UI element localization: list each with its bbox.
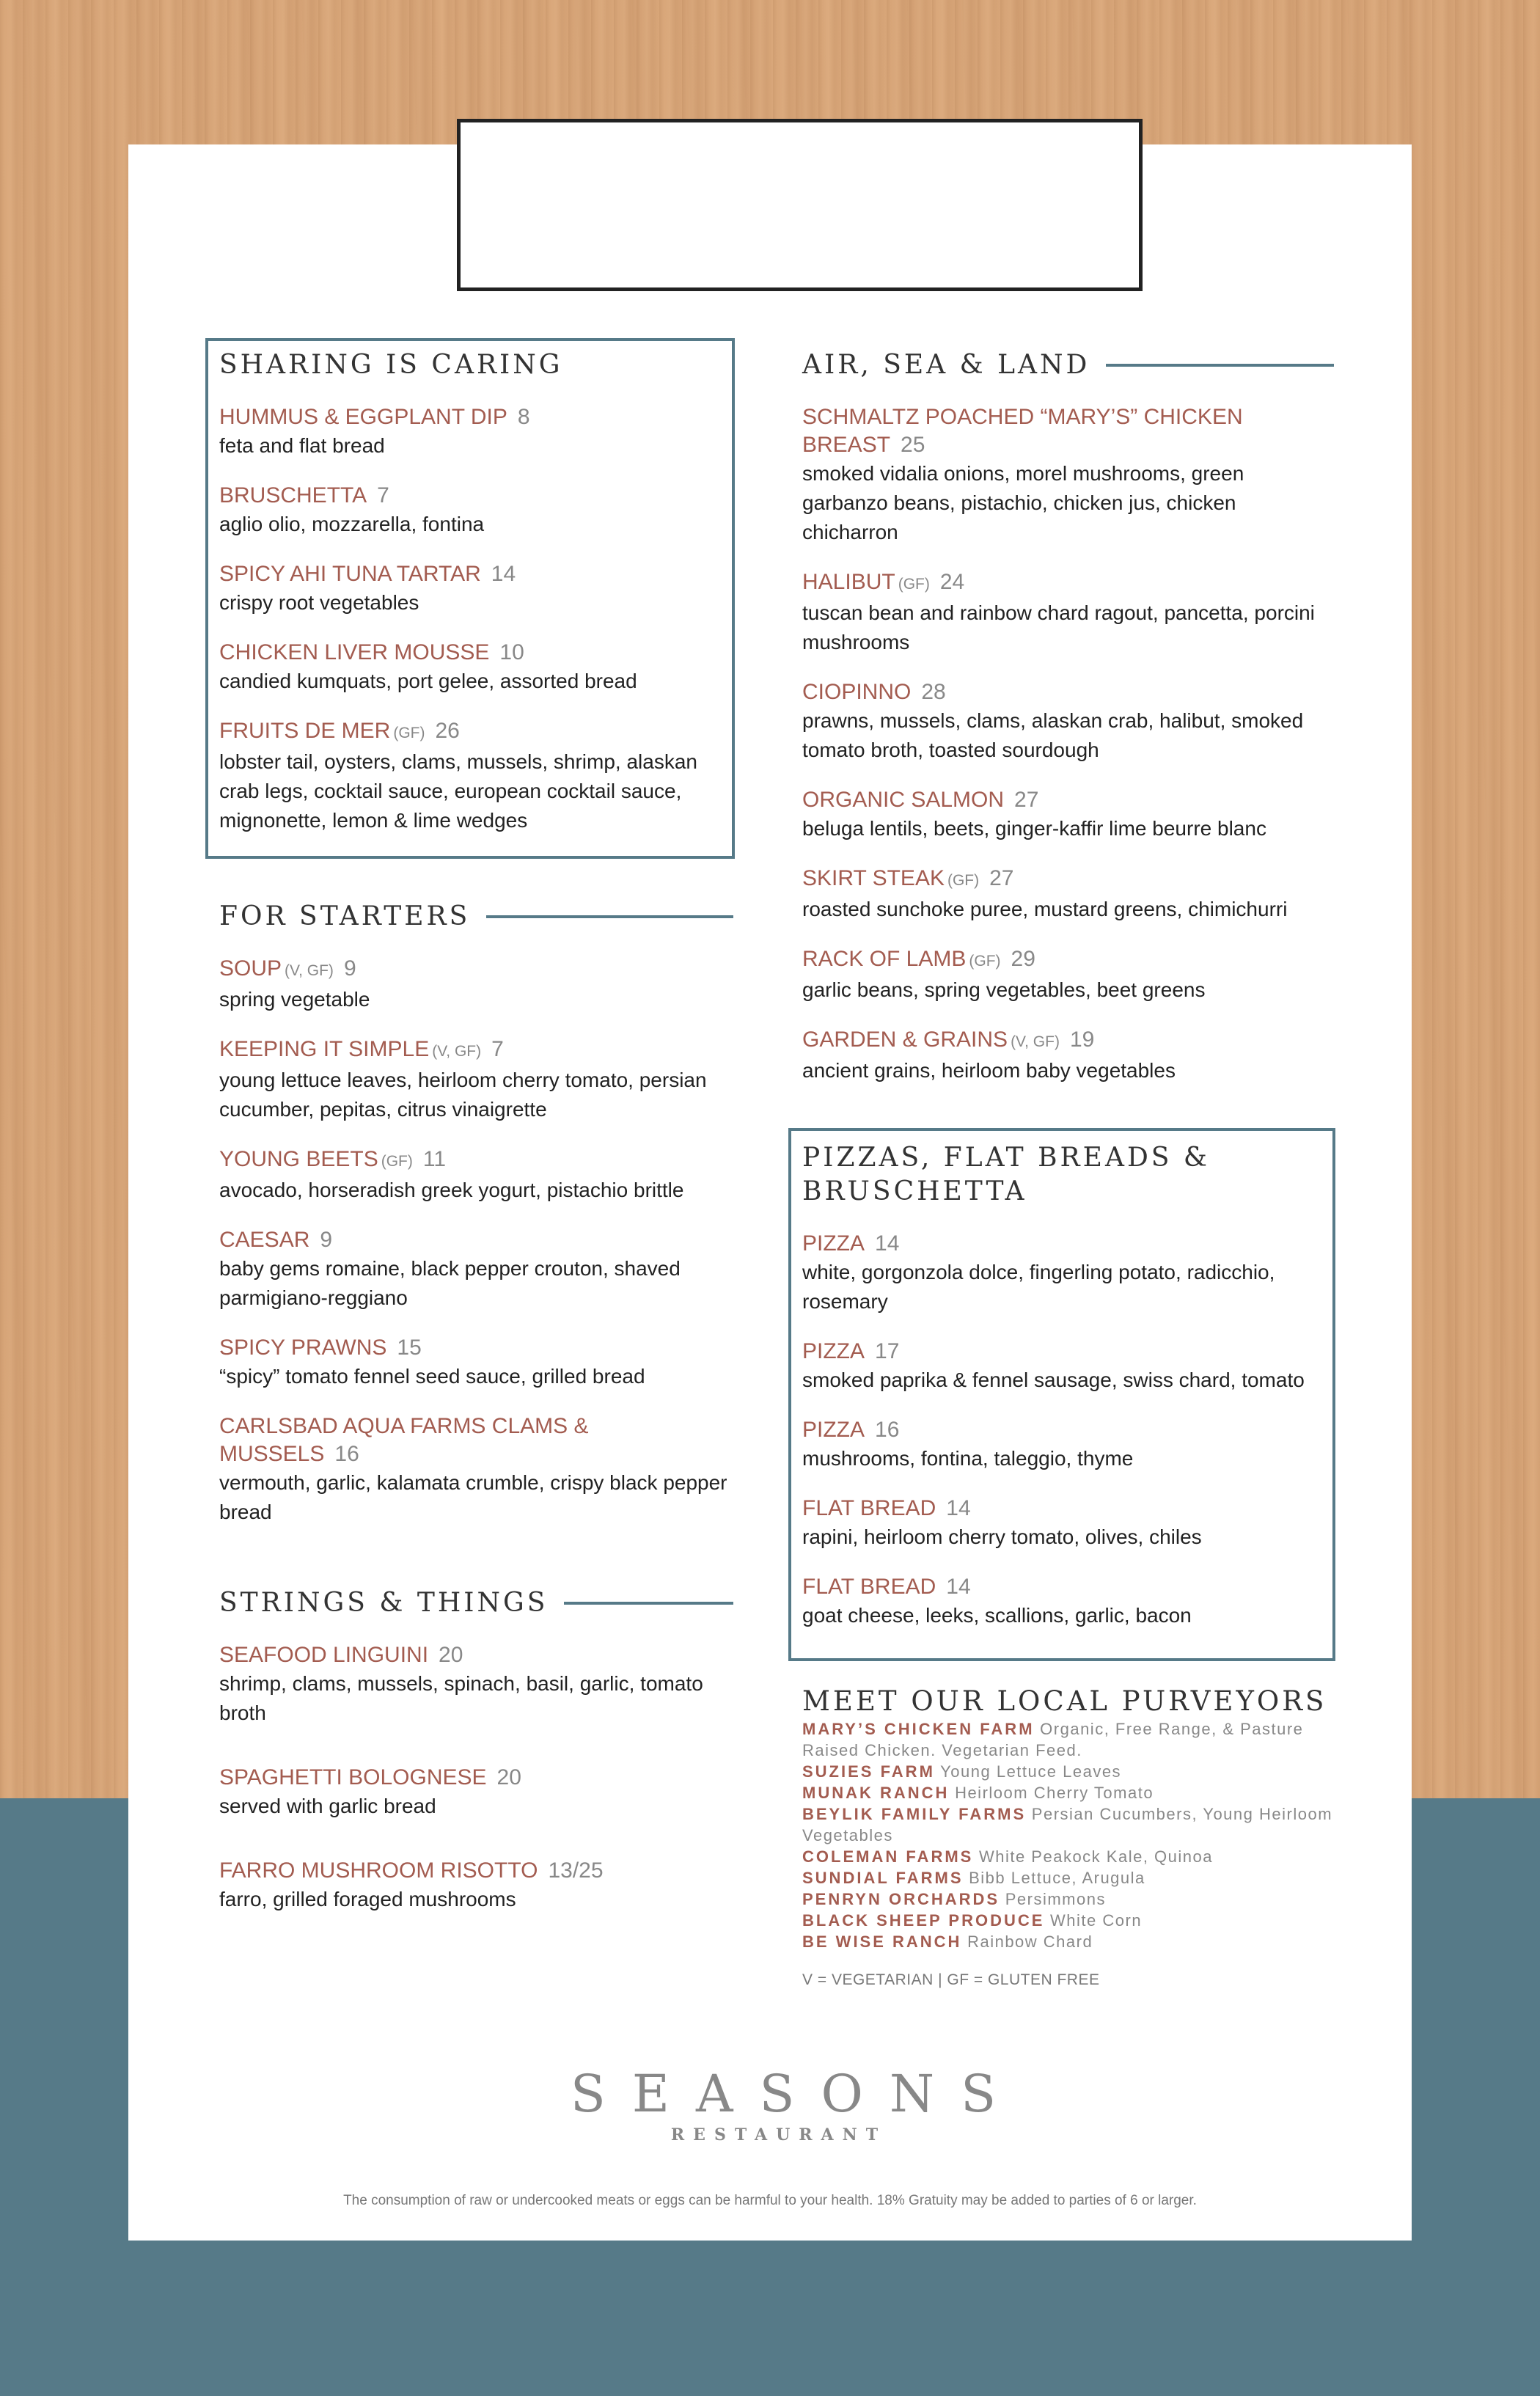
section-title-text: FOR STARTERS xyxy=(219,901,471,931)
menu-item-header xyxy=(219,403,722,431)
menu-item-name: GARDEN & GRAINS xyxy=(802,1027,1008,1052)
menu-item-header xyxy=(219,1036,733,1066)
section-rule xyxy=(486,915,733,918)
purveyor-entry xyxy=(802,1803,1334,1846)
menu-item-description: vermouth, garlic, kalamata crumble, crispy black pepper bread xyxy=(219,1471,727,1523)
menu-item-price: 28 xyxy=(921,680,946,704)
purveyor-name: SUZIES FARM xyxy=(802,1762,935,1781)
disclaimer: The consumption of raw or undercooked meats or eggs can be harmful to your health. 18% Gratuity may be added to parties of 6 or larger. xyxy=(343,2193,1197,2208)
menu-item-description: candied kumquats, port gelee, assorted bread xyxy=(219,670,637,692)
menu-item-header xyxy=(219,1413,733,1468)
menu-item-header xyxy=(219,1334,733,1362)
purveyor-name: MUNAK RANCH xyxy=(802,1784,950,1802)
menu-item xyxy=(802,1416,1324,1473)
menu-item xyxy=(219,1857,733,1914)
menu-item-name: SEAFOOD LINGUINI xyxy=(219,1643,429,1667)
menu-item xyxy=(219,1334,733,1391)
starters-items xyxy=(219,955,733,1527)
menu-item-description: prawns, mussels, clams, alaskan crab, halibut, smoked tomato broth, toasted sourdough xyxy=(802,709,1304,761)
menu-item xyxy=(219,1146,733,1205)
menu-item xyxy=(219,717,722,835)
menu-item-name: SCHMALTZ POACHED “MARY’S” CHICKEN BREAST xyxy=(802,405,1243,457)
menu-item-description: goat cheese, leeks, scallions, garlic, bacon xyxy=(802,1604,1192,1627)
menu-item xyxy=(802,568,1334,657)
purveyor-entry xyxy=(802,1888,1334,1910)
purveyor-products: Young Lettuce Leaves xyxy=(940,1762,1122,1781)
dietary-legend: V = VEGETARIAN | GF = GLUTEN FREE xyxy=(802,1971,1100,1988)
menu-item-price: 27 xyxy=(1014,788,1039,812)
section-title: SHARING IS CARING xyxy=(219,350,563,380)
menu-item-header xyxy=(219,955,733,985)
menu-item-header xyxy=(802,1338,1324,1366)
menu-item-header xyxy=(802,1495,1324,1523)
menu-item-name: PIZZA xyxy=(802,1418,865,1442)
menu-item-header xyxy=(219,717,722,747)
menu-item-name: CIOPINNO xyxy=(802,680,912,704)
menu-item-name: CARLSBAD AQUA FARMS CLAMS & MUSSELS xyxy=(219,1414,589,1466)
menu-item-description: crispy root vegetables xyxy=(219,591,419,614)
menu-item-diet-tag: (V, GF) xyxy=(432,1043,482,1060)
menu-item-header xyxy=(219,482,722,510)
menu-item-description: young lettuce leaves, heirloom cherry tomato, persian cucumber, pepitas, citrus vinaigrette xyxy=(219,1069,707,1121)
menu-item xyxy=(802,1230,1324,1316)
purveyor-name: BE WISE RANCH xyxy=(802,1932,962,1951)
menu-item-description: feta and flat bread xyxy=(219,434,385,457)
menu-item-description: ancient grains, heirloom baby vegetables xyxy=(802,1059,1176,1082)
menu-item-price: 20 xyxy=(496,1765,521,1789)
menu-item xyxy=(802,1495,1324,1552)
menu-item-description: beluga lentils, beets, ginger-kaffir lime beurre blanc xyxy=(802,817,1266,840)
menu-item-header xyxy=(802,1416,1324,1444)
menu-item-description: smoked paprika & fennel sausage, swiss chard, tomato xyxy=(802,1369,1305,1391)
sharing-items xyxy=(219,403,722,835)
menu-item-header xyxy=(802,786,1334,814)
menu-item-diet-tag: (GF) xyxy=(947,872,980,889)
purveyor-list xyxy=(802,1718,1334,1952)
menu-item-name: CAESAR xyxy=(219,1228,310,1252)
menu-item-name: SPICY AHI TUNA TARTAR xyxy=(219,562,481,586)
pizzas-section xyxy=(802,1141,1324,1630)
menu-item-name: RACK OF LAMB xyxy=(802,947,967,971)
menu-item-header xyxy=(219,1226,733,1254)
purveyor-products: Persian Cucumbers, Young Heirloom Vegetables xyxy=(802,1805,1333,1844)
menu-item-header xyxy=(219,1641,733,1669)
purveyor-products: Bibb Lettuce, Arugula xyxy=(969,1869,1145,1887)
menu-item-header xyxy=(802,865,1334,895)
menu-item-diet-tag: (GF) xyxy=(381,1153,413,1170)
menu-item-name: PIZZA xyxy=(802,1231,865,1256)
strings-section xyxy=(219,1586,733,1914)
section-title xyxy=(219,1586,733,1620)
purveyor-entry xyxy=(802,1718,1334,1761)
menu-item-price: 14 xyxy=(875,1231,900,1256)
brand-name: SEASONS xyxy=(570,2064,1023,2124)
menu-item-name: SPAGHETTI BOLOGNESE xyxy=(219,1765,487,1789)
purveyors-section xyxy=(802,1685,1334,1989)
starters-section xyxy=(219,900,733,1527)
menu-item-price: 25 xyxy=(901,433,925,457)
menu-item-name: FARRO MUSHROOM RISOTTO xyxy=(219,1858,538,1883)
menu-item-header xyxy=(802,1026,1334,1056)
menu-item-price: 17 xyxy=(875,1339,900,1363)
pizzas-items xyxy=(802,1230,1324,1630)
menu-item xyxy=(802,403,1334,547)
menu-item-header xyxy=(802,1230,1324,1258)
purveyor-entry xyxy=(802,1910,1334,1931)
menu-item xyxy=(802,678,1334,765)
purveyor-name: BEYLIK FAMILY FARMS xyxy=(802,1805,1027,1823)
menu-item-description: smoked vidalia onions, morel mushrooms, green garbanzo beans, pistachio, chicken jus, chicken chicharron xyxy=(802,462,1244,543)
menu-item-description: baby gems romaine, black pepper crouton, shaved parmigiano-reggiano xyxy=(219,1257,681,1309)
menu-item-header xyxy=(802,678,1334,706)
purveyor-entry xyxy=(802,1782,1334,1803)
menu-item-diet-tag: (V, GF) xyxy=(1011,1033,1060,1050)
menu-item-price: 8 xyxy=(517,405,530,429)
logo-placeholder-box xyxy=(457,119,1143,291)
menu-item xyxy=(802,786,1334,843)
purveyor-entry xyxy=(802,1761,1334,1782)
menu-item-name: PIZZA xyxy=(802,1339,865,1363)
menu-item-price: 14 xyxy=(946,1575,971,1599)
purveyor-name: SUNDIAL FARMS xyxy=(802,1869,964,1887)
purveyor-products: Persimmons xyxy=(1005,1890,1106,1908)
menu-item xyxy=(219,560,722,618)
menu-item-price: 14 xyxy=(946,1496,971,1520)
menu-item-price: 9 xyxy=(320,1228,333,1252)
menu-item-header xyxy=(802,1573,1324,1601)
menu-item-description: tuscan bean and rainbow chard ragout, pancetta, porcini mushrooms xyxy=(802,601,1315,653)
menu-item-price: 14 xyxy=(491,562,516,586)
menu-item xyxy=(219,1413,733,1527)
menu-item-name: HUMMUS & EGGPLANT DIP xyxy=(219,405,507,429)
menu-item-name: FRUITS DE MER xyxy=(219,719,391,743)
menu-item-price: 13/25 xyxy=(548,1858,604,1883)
purveyor-entry xyxy=(802,1931,1334,1952)
menu-item-header xyxy=(802,568,1334,598)
section-title: PIZZAS, FLAT BREADS & BRUSCHETTA xyxy=(802,1143,1210,1206)
menu-item-description: “spicy” tomato fennel seed sauce, grilled bread xyxy=(219,1365,645,1388)
menu-item-description: rapini, heirloom cherry tomato, olives, chiles xyxy=(802,1525,1202,1548)
purveyor-products: Heirloom Cherry Tomato xyxy=(955,1784,1154,1802)
menu-item xyxy=(219,1641,733,1728)
menu-item-description: avocado, horseradish greek yogurt, pistachio brittle xyxy=(219,1179,684,1201)
menu-item-description: spring vegetable xyxy=(219,988,370,1011)
purveyor-products: White Peakock Kale, Quinoa xyxy=(978,1847,1213,1866)
purveyor-entry xyxy=(802,1846,1334,1867)
menu-item xyxy=(802,945,1334,1005)
menu-item-header xyxy=(219,1857,733,1885)
menu-item-name: SPICY PRAWNS xyxy=(219,1336,387,1360)
menu-item-price: 24 xyxy=(939,570,965,594)
menu-item-description: farro, grilled foraged mushrooms xyxy=(219,1888,516,1910)
menu-item-name: SOUP xyxy=(219,956,282,981)
menu-item-name: ORGANIC SALMON xyxy=(802,788,1005,812)
menu-item-header xyxy=(802,403,1334,459)
air-sea-land-items xyxy=(802,403,1334,1085)
menu-item-name: HALIBUT xyxy=(802,570,895,594)
menu-item-description: white, gorgonzola dolce, fingerling potato, radicchio, rosemary xyxy=(802,1261,1275,1313)
purveyor-products: Organic, Free Range, & Pasture Raised Chicken. Vegetarian Feed. xyxy=(802,1720,1304,1759)
menu-item xyxy=(219,403,722,461)
menu-item-price: 7 xyxy=(491,1037,504,1061)
section-title-text: AIR, SEA & LAND xyxy=(802,350,1090,380)
menu-item-name: CHICKEN LIVER MOUSSE xyxy=(219,640,490,664)
menu-item xyxy=(219,1764,733,1821)
menu-item-description: shrimp, clams, mussels, spinach, basil, garlic, tomato broth xyxy=(219,1672,703,1724)
menu-item-price: 20 xyxy=(439,1643,463,1667)
menu-item-price: 26 xyxy=(435,719,460,743)
menu-item-description: garlic beans, spring vegetables, beet greens xyxy=(802,978,1206,1001)
purveyor-name: MARY’S CHICKEN FARM xyxy=(802,1720,1035,1738)
section-title xyxy=(219,900,733,934)
menu-item-description: served with garlic bread xyxy=(219,1795,436,1817)
menu-item-price: 27 xyxy=(989,866,1014,890)
section-title xyxy=(802,348,1334,382)
menu-item-description: roasted sunchoke puree, mustard greens, chimichurri xyxy=(802,898,1288,920)
menu-item-header xyxy=(802,945,1334,975)
purveyor-name: COLEMAN FARMS xyxy=(802,1847,974,1866)
menu-item-header xyxy=(219,560,722,588)
menu-item-price: 9 xyxy=(343,956,356,981)
purveyor-name: PENRYN ORCHARDS xyxy=(802,1890,1000,1908)
menu-item xyxy=(802,865,1334,924)
section-title-text: STRINGS & THINGS xyxy=(219,1588,549,1618)
menu-item-diet-tag: (GF) xyxy=(393,725,425,741)
menu-item-header xyxy=(219,1146,733,1176)
section-title: MEET OUR LOCAL PURVEYORS xyxy=(802,1685,1327,1717)
menu-item-price: 15 xyxy=(397,1336,422,1360)
brand-subtitle: RESTAURANT xyxy=(670,2125,887,2144)
menu-item-price: 11 xyxy=(422,1147,447,1171)
menu-item-header xyxy=(219,1764,733,1792)
menu-item xyxy=(219,955,733,1014)
purveyor-entry xyxy=(802,1867,1334,1888)
menu-item-price: 10 xyxy=(499,640,524,664)
menu-item xyxy=(802,1338,1324,1395)
sharing-section xyxy=(219,348,722,835)
menu-item-price: 16 xyxy=(334,1442,359,1466)
menu-item-description: aglio olio, mozzarella, fontina xyxy=(219,513,485,535)
menu-item-price: 16 xyxy=(875,1418,900,1442)
menu-item-diet-tag: (V, GF) xyxy=(285,962,334,979)
menu-item xyxy=(219,1226,733,1313)
purveyor-products: White Corn xyxy=(1050,1911,1143,1930)
menu-item-name: SKIRT STEAK xyxy=(802,866,945,890)
purveyor-name: BLACK SHEEP PRODUCE xyxy=(802,1911,1045,1930)
menu-item-diet-tag: (GF) xyxy=(969,953,1001,970)
menu-item xyxy=(802,1026,1334,1085)
menu-item xyxy=(802,1573,1324,1630)
menu-item-price: 7 xyxy=(377,483,389,508)
purveyor-products: Rainbow Chard xyxy=(967,1932,1093,1951)
menu-item-name: FLAT BREAD xyxy=(802,1496,936,1520)
menu-item-description: mushrooms, fontina, taleggio, thyme xyxy=(802,1447,1134,1470)
menu-item-header xyxy=(219,639,722,667)
menu-item xyxy=(219,1036,733,1124)
menu-item xyxy=(219,639,722,696)
section-rule xyxy=(564,1602,733,1605)
menu-item-description: lobster tail, oysters, clams, mussels, shrimp, alaskan crab legs, cocktail sauce, european cocktail sauce, mignonette, lemon & lime wedges xyxy=(219,750,697,832)
menu-item xyxy=(219,482,722,539)
air-sea-land-section xyxy=(802,348,1334,1085)
menu-item-diet-tag: (GF) xyxy=(898,576,930,593)
menu-item-name: FLAT BREAD xyxy=(802,1575,936,1599)
menu-item-name: KEEPING IT SIMPLE xyxy=(219,1037,430,1061)
menu-item-name: YOUNG BEETS xyxy=(219,1147,378,1171)
menu-item-price: 19 xyxy=(1069,1027,1095,1052)
menu-item-price: 29 xyxy=(1011,947,1035,971)
menu-item-name: BRUSCHETTA xyxy=(219,483,367,508)
strings-items xyxy=(219,1641,733,1914)
section-rule xyxy=(1106,364,1334,367)
